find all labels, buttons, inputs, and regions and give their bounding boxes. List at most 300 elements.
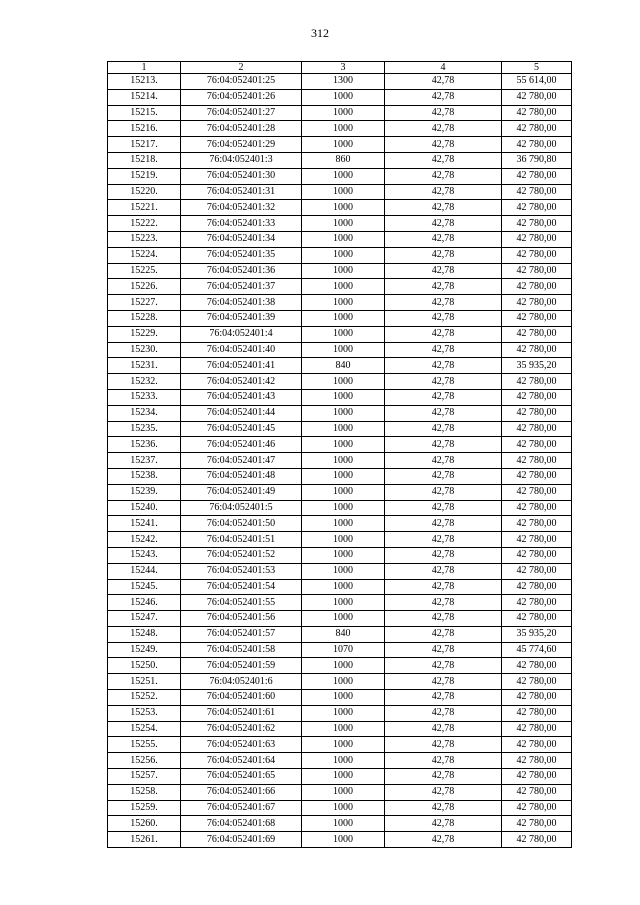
cell-area: 1000 [302,326,385,342]
table-row [108,137,572,153]
cell-number: 15240. [108,500,181,516]
cell-amount: 35 935,20 [502,358,572,374]
cell-area: 1000 [302,516,385,532]
cell-amount: 45 774,60 [502,642,572,658]
data-table [107,61,572,848]
cell-amount: 42 780,00 [502,421,572,437]
cell-area: 1000 [302,737,385,753]
cell-amount: 42 780,00 [502,279,572,295]
cell-cadastral-number: 76:04:052401:54 [181,579,302,595]
cell-cadastral-number: 76:04:052401:29 [181,137,302,153]
table-row [108,642,572,658]
cell-number: 15233. [108,389,181,405]
cell-number: 15243. [108,547,181,563]
column-header: 4 [385,62,502,74]
cell-number: 15214. [108,89,181,105]
table-row [108,816,572,832]
cell-number: 15246. [108,595,181,611]
cell-amount: 42 780,00 [502,263,572,279]
cell-rate: 42,78 [385,532,502,548]
table-row [108,121,572,137]
cell-rate: 42,78 [385,295,502,311]
cell-number: 15235. [108,421,181,437]
cell-area: 1000 [302,263,385,279]
cell-rate: 42,78 [385,674,502,690]
cell-area: 1000 [302,421,385,437]
table-row [108,753,572,769]
table-row [108,105,572,121]
cell-rate: 42,78 [385,595,502,611]
cell-area: 1000 [302,658,385,674]
cell-rate: 42,78 [385,816,502,832]
cell-cadastral-number: 76:04:052401:64 [181,753,302,769]
cell-rate: 42,78 [385,769,502,785]
cell-rate: 42,78 [385,453,502,469]
table-row [108,342,572,358]
cell-rate: 42,78 [385,563,502,579]
table-row [108,437,572,453]
cell-rate: 42,78 [385,231,502,247]
cell-number: 15248. [108,626,181,642]
cell-amount: 42 780,00 [502,705,572,721]
cell-amount: 35 935,20 [502,626,572,642]
cell-rate: 42,78 [385,611,502,627]
table-row [108,295,572,311]
cell-rate: 42,78 [385,200,502,216]
cell-amount: 42 780,00 [502,816,572,832]
cell-cadastral-number: 76:04:052401:35 [181,247,302,263]
cell-cadastral-number: 76:04:052401:27 [181,105,302,121]
cell-cadastral-number: 76:04:052401:46 [181,437,302,453]
column-header: 1 [108,62,181,74]
table-row [108,690,572,706]
cell-cadastral-number: 76:04:052401:51 [181,532,302,548]
cell-cadastral-number: 76:04:052401:58 [181,642,302,658]
cell-rate: 42,78 [385,168,502,184]
cell-area: 1000 [302,532,385,548]
cell-cadastral-number: 76:04:052401:45 [181,421,302,437]
column-header: 5 [502,62,572,74]
cell-area: 1070 [302,642,385,658]
table-row [108,516,572,532]
cell-area: 1000 [302,595,385,611]
cell-cadastral-number: 76:04:052401:67 [181,800,302,816]
cell-area: 1000 [302,216,385,232]
cell-rate: 42,78 [385,421,502,437]
table-row [108,168,572,184]
cell-amount: 42 780,00 [502,832,572,848]
cell-rate: 42,78 [385,658,502,674]
cell-number: 15252. [108,690,181,706]
cell-amount: 42 780,00 [502,168,572,184]
cell-rate: 42,78 [385,263,502,279]
table-row [108,800,572,816]
cell-amount: 42 780,00 [502,247,572,263]
cell-rate: 42,78 [385,784,502,800]
cell-area: 1000 [302,784,385,800]
cell-number: 15216. [108,121,181,137]
cell-cadastral-number: 76:04:052401:43 [181,389,302,405]
cell-rate: 42,78 [385,500,502,516]
cell-area: 1000 [302,816,385,832]
cell-cadastral-number: 76:04:052401:4 [181,326,302,342]
cell-area: 1000 [302,200,385,216]
cell-rate: 42,78 [385,374,502,390]
table-row [108,658,572,674]
cell-cadastral-number: 76:04:052401:38 [181,295,302,311]
cell-cadastral-number: 76:04:052401:63 [181,737,302,753]
cell-cadastral-number: 76:04:052401:36 [181,263,302,279]
cell-amount: 42 780,00 [502,374,572,390]
cell-number: 15234. [108,405,181,421]
cell-area: 1000 [302,500,385,516]
table-row [108,737,572,753]
table-row [108,532,572,548]
cell-rate: 42,78 [385,89,502,105]
cell-number: 15218. [108,152,181,168]
cell-number: 15258. [108,784,181,800]
cell-rate: 42,78 [385,310,502,326]
table-row [108,405,572,421]
cell-amount: 42 780,00 [502,437,572,453]
table-row [108,579,572,595]
cell-area: 840 [302,626,385,642]
cell-number: 15232. [108,374,181,390]
cell-number: 15227. [108,295,181,311]
cell-cadastral-number: 76:04:052401:65 [181,769,302,785]
cell-rate: 42,78 [385,753,502,769]
page-number: 312 [311,26,329,40]
cell-cadastral-number: 76:04:052401:6 [181,674,302,690]
cell-number: 15220. [108,184,181,200]
cell-amount: 42 780,00 [502,800,572,816]
cell-amount: 42 780,00 [502,690,572,706]
cell-number: 15213. [108,74,181,90]
cell-area: 1000 [302,168,385,184]
table-body [108,62,572,848]
cell-cadastral-number: 76:04:052401:44 [181,405,302,421]
cell-amount: 42 780,00 [502,579,572,595]
cell-area: 1000 [302,342,385,358]
cell-cadastral-number: 76:04:052401:62 [181,721,302,737]
cell-amount: 42 780,00 [502,595,572,611]
cell-cadastral-number: 76:04:052401:31 [181,184,302,200]
cell-area: 1000 [302,721,385,737]
table-row [108,705,572,721]
cell-area: 860 [302,152,385,168]
cell-number: 15254. [108,721,181,737]
table-row [108,626,572,642]
table-row [108,358,572,374]
cell-area: 1000 [302,405,385,421]
table-row [108,152,572,168]
cell-amount: 42 780,00 [502,658,572,674]
cell-cadastral-number: 76:04:052401:69 [181,832,302,848]
cell-cadastral-number: 76:04:052401:26 [181,89,302,105]
cell-cadastral-number: 76:04:052401:30 [181,168,302,184]
cell-amount: 42 780,00 [502,563,572,579]
cell-area: 1300 [302,74,385,90]
cell-number: 15225. [108,263,181,279]
cell-amount: 36 790,80 [502,152,572,168]
cell-cadastral-number: 76:04:052401:33 [181,216,302,232]
cell-cadastral-number: 76:04:052401:5 [181,500,302,516]
cell-rate: 42,78 [385,216,502,232]
cell-area: 1000 [302,484,385,500]
cell-number: 15260. [108,816,181,832]
cell-area: 1000 [302,705,385,721]
cell-rate: 42,78 [385,105,502,121]
cell-cadastral-number: 76:04:052401:39 [181,310,302,326]
cell-rate: 42,78 [385,152,502,168]
cell-cadastral-number: 76:04:052401:66 [181,784,302,800]
cell-rate: 42,78 [385,279,502,295]
cell-amount: 42 780,00 [502,721,572,737]
column-header: 2 [181,62,302,74]
cell-area: 1000 [302,374,385,390]
cell-area: 1000 [302,611,385,627]
cell-rate: 42,78 [385,832,502,848]
cell-rate: 42,78 [385,437,502,453]
cell-area: 1000 [302,89,385,105]
cell-number: 15236. [108,437,181,453]
cell-amount: 42 780,00 [502,89,572,105]
cell-number: 15238. [108,468,181,484]
table-row [108,74,572,90]
cell-rate: 42,78 [385,800,502,816]
cell-number: 15256. [108,753,181,769]
table-row [108,611,572,627]
cell-amount: 42 780,00 [502,532,572,548]
cell-number: 15223. [108,231,181,247]
cell-area: 1000 [302,247,385,263]
cell-number: 15249. [108,642,181,658]
cell-amount: 42 780,00 [502,121,572,137]
cell-amount: 42 780,00 [502,500,572,516]
cell-area: 1000 [302,279,385,295]
cell-number: 15245. [108,579,181,595]
table-row [108,231,572,247]
cell-number: 15226. [108,279,181,295]
cell-cadastral-number: 76:04:052401:47 [181,453,302,469]
cell-area: 1000 [302,310,385,326]
cell-rate: 42,78 [385,389,502,405]
table-row [108,374,572,390]
cell-cadastral-number: 76:04:052401:57 [181,626,302,642]
cell-cadastral-number: 76:04:052401:55 [181,595,302,611]
cell-number: 15247. [108,611,181,627]
table-row [108,832,572,848]
cell-number: 15250. [108,658,181,674]
cell-number: 15259. [108,800,181,816]
cell-amount: 42 780,00 [502,405,572,421]
cell-number: 15217. [108,137,181,153]
table-row [108,500,572,516]
cell-number: 15215. [108,105,181,121]
cell-area: 1000 [302,753,385,769]
cell-area: 1000 [302,184,385,200]
cell-area: 1000 [302,137,385,153]
cell-rate: 42,78 [385,579,502,595]
cell-amount: 42 780,00 [502,105,572,121]
cell-amount: 42 780,00 [502,295,572,311]
table-row [108,310,572,326]
cell-area: 1000 [302,121,385,137]
cell-amount: 42 780,00 [502,468,572,484]
table-row [108,468,572,484]
cell-cadastral-number: 76:04:052401:37 [181,279,302,295]
cell-amount: 42 780,00 [502,484,572,500]
cell-cadastral-number: 76:04:052401:40 [181,342,302,358]
cell-amount: 42 780,00 [502,216,572,232]
cell-rate: 42,78 [385,468,502,484]
cell-cadastral-number: 76:04:052401:53 [181,563,302,579]
cell-rate: 42,78 [385,74,502,90]
table-row [108,769,572,785]
cell-area: 1000 [302,674,385,690]
cell-area: 1000 [302,437,385,453]
cell-rate: 42,78 [385,342,502,358]
cell-number: 15228. [108,310,181,326]
cell-cadastral-number: 76:04:052401:52 [181,547,302,563]
cell-amount: 42 780,00 [502,326,572,342]
cell-area: 1000 [302,769,385,785]
cell-cadastral-number: 76:04:052401:61 [181,705,302,721]
cell-cadastral-number: 76:04:052401:32 [181,200,302,216]
cell-cadastral-number: 76:04:052401:59 [181,658,302,674]
cell-amount: 42 780,00 [502,137,572,153]
cell-number: 15251. [108,674,181,690]
cell-area: 1000 [302,547,385,563]
cell-amount: 42 780,00 [502,784,572,800]
table-row [108,595,572,611]
cell-rate: 42,78 [385,626,502,642]
cell-number: 15244. [108,563,181,579]
cell-cadastral-number: 76:04:052401:48 [181,468,302,484]
cell-area: 1000 [302,579,385,595]
cell-area: 1000 [302,231,385,247]
cell-area: 1000 [302,389,385,405]
cell-number: 15255. [108,737,181,753]
cell-amount: 42 780,00 [502,342,572,358]
cell-amount: 42 780,00 [502,737,572,753]
table-row [108,389,572,405]
cell-cadastral-number: 76:04:052401:49 [181,484,302,500]
cell-amount: 42 780,00 [502,769,572,785]
table-row [108,216,572,232]
cell-rate: 42,78 [385,690,502,706]
cell-amount: 42 780,00 [502,184,572,200]
table-row [108,453,572,469]
cell-amount: 42 780,00 [502,231,572,247]
cell-number: 15221. [108,200,181,216]
table-row [108,263,572,279]
cell-number: 15242. [108,532,181,548]
cell-rate: 42,78 [385,547,502,563]
cell-amount: 42 780,00 [502,753,572,769]
cell-rate: 42,78 [385,358,502,374]
cell-area: 1000 [302,105,385,121]
cell-rate: 42,78 [385,184,502,200]
cell-cadastral-number: 76:04:052401:60 [181,690,302,706]
table-row [108,326,572,342]
cell-area: 1000 [302,800,385,816]
cell-rate: 42,78 [385,737,502,753]
cell-area: 1000 [302,690,385,706]
cell-cadastral-number: 76:04:052401:25 [181,74,302,90]
cell-rate: 42,78 [385,137,502,153]
cell-cadastral-number: 76:04:052401:56 [181,611,302,627]
cell-number: 15237. [108,453,181,469]
cell-amount: 42 780,00 [502,389,572,405]
cell-cadastral-number: 76:04:052401:3 [181,152,302,168]
cell-number: 15231. [108,358,181,374]
cell-cadastral-number: 76:04:052401:68 [181,816,302,832]
cell-rate: 42,78 [385,721,502,737]
cell-number: 15241. [108,516,181,532]
column-header: 3 [302,62,385,74]
table-row [108,200,572,216]
cell-amount: 42 780,00 [502,547,572,563]
cell-cadastral-number: 76:04:052401:50 [181,516,302,532]
cell-number: 15222. [108,216,181,232]
table-row [108,247,572,263]
table-row [108,721,572,737]
cell-cadastral-number: 76:04:052401:42 [181,374,302,390]
table-row [108,421,572,437]
cell-number: 15257. [108,769,181,785]
cell-number: 15253. [108,705,181,721]
table-row [108,563,572,579]
table-row [108,784,572,800]
cell-amount: 42 780,00 [502,611,572,627]
cell-rate: 42,78 [385,326,502,342]
cell-area: 1000 [302,453,385,469]
cell-rate: 42,78 [385,484,502,500]
cell-rate: 42,78 [385,642,502,658]
table-row [108,184,572,200]
cell-number: 15229. [108,326,181,342]
cell-cadastral-number: 76:04:052401:34 [181,231,302,247]
cell-number: 15239. [108,484,181,500]
cell-rate: 42,78 [385,247,502,263]
cell-amount: 42 780,00 [502,453,572,469]
cell-amount: 55 614,00 [502,74,572,90]
table-row [108,674,572,690]
cell-number: 15230. [108,342,181,358]
cell-rate: 42,78 [385,705,502,721]
cell-number: 15219. [108,168,181,184]
cell-rate: 42,78 [385,121,502,137]
table-header-row [108,62,572,74]
cell-number: 15224. [108,247,181,263]
cell-amount: 42 780,00 [502,516,572,532]
cell-amount: 42 780,00 [502,200,572,216]
cell-area: 1000 [302,468,385,484]
cell-area: 1000 [302,563,385,579]
cell-cadastral-number: 76:04:052401:28 [181,121,302,137]
cell-amount: 42 780,00 [502,674,572,690]
cell-cadastral-number: 76:04:052401:41 [181,358,302,374]
cell-rate: 42,78 [385,516,502,532]
cell-area: 840 [302,358,385,374]
table-row [108,279,572,295]
cell-area: 1000 [302,832,385,848]
table-row [108,89,572,105]
cell-area: 1000 [302,295,385,311]
cell-rate: 42,78 [385,405,502,421]
cell-amount: 42 780,00 [502,310,572,326]
